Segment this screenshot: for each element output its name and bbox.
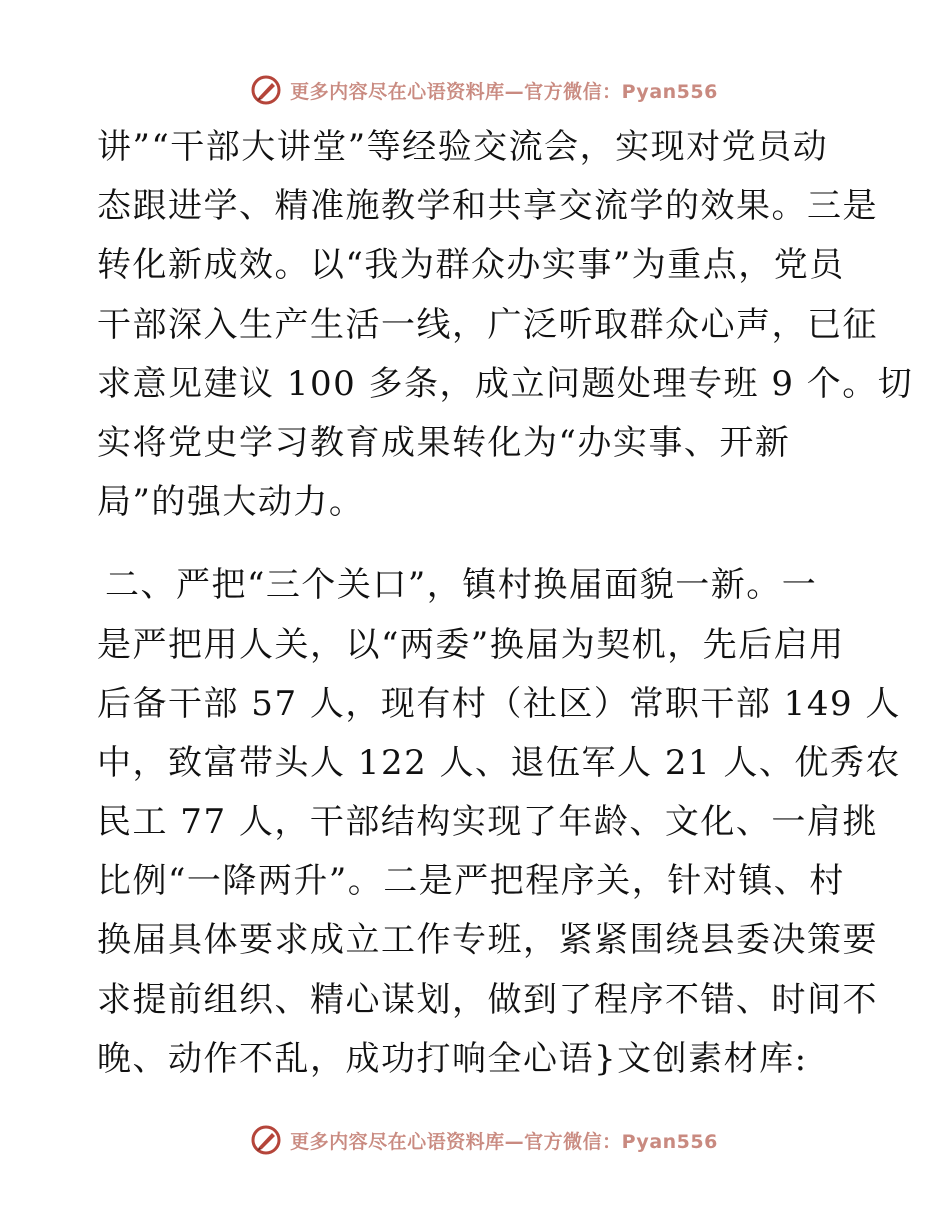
text-line: 求意见建议 100 多条，成立问题处理专班 9 个。切 bbox=[97, 363, 914, 404]
text-line: 讲”“干部大讲堂”等经验交流会，实现对党员动 bbox=[97, 127, 829, 167]
header-watermark bbox=[0, 70, 950, 110]
text-line: 比例“一降两升”。二是严把程序关，针对镇、村 bbox=[97, 861, 845, 902]
text-line: 中，致富带头人 122 人、退伍军人 21 人、优秀农 bbox=[97, 742, 901, 783]
text-line: 二、严把“三个关口”，镇村换届面貌一新。一 bbox=[105, 565, 818, 606]
text-line: 求提前组织、精心谋划，做到了程序不错、时间不 bbox=[97, 979, 878, 1020]
watermark-text: 更多内容尽在心语资料库—官方微信：Pyan556 bbox=[290, 1130, 718, 1153]
document-body bbox=[97, 118, 914, 1089]
pen-logo-icon bbox=[250, 74, 282, 106]
text-line: 局”的强大动力。 bbox=[97, 482, 365, 523]
text-line: 实将党史学习教育成果转化为“办实事、开新 bbox=[97, 422, 791, 463]
paragraph-1 bbox=[97, 118, 914, 532]
footer-watermark bbox=[0, 1120, 950, 1160]
paragraph-2 bbox=[97, 556, 901, 1089]
text-line: 转化新成效。以“我为群众办实事”为重点，党员 bbox=[97, 245, 845, 286]
text-line: 干部深入生产生活一线，广泛听取群众心声，已征 bbox=[97, 304, 878, 345]
text-line: 换届具体要求成立工作专班，紧紧围绕县委决策要 bbox=[97, 920, 878, 961]
text-line: 民工 77 人，干部结构实现了年龄、文化、一肩挑 bbox=[97, 802, 878, 843]
text-line: 后备干部 57 人，现有村（社区）常职干部 149 人 bbox=[97, 683, 901, 724]
text-line: 态跟进学、精准施教学和共享交流学的效果。三是 bbox=[97, 186, 878, 227]
text-line: 晚、动作不乱，成功打响全心语}文创素材库: bbox=[97, 1038, 808, 1079]
watermark-text: 更多内容尽在心语资料库—官方微信：Pyan556 bbox=[290, 80, 718, 103]
paragraph-spacer bbox=[97, 532, 857, 556]
pen-logo-icon bbox=[250, 1124, 282, 1156]
text-line: 是严把用人关，以“两委”换届为契机，先后启用 bbox=[97, 624, 845, 665]
